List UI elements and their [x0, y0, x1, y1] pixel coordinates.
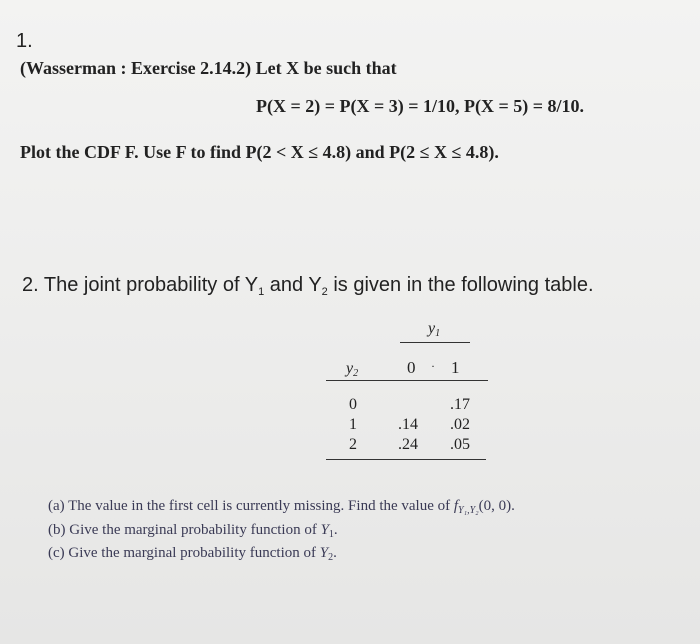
question-1-intro: [20, 58, 397, 79]
question-1-number: 1.: [16, 30, 33, 52]
table-header-y2: y2: [346, 360, 359, 379]
table-row-label-1: 1: [349, 416, 357, 433]
table-row-label-0: 0: [349, 396, 357, 413]
subquestion-b: (b) Give the marginal probability function of $Y_1$.: [48, 522, 338, 540]
table-header-y1: y1: [428, 320, 441, 339]
table-bottom-rule: [326, 459, 486, 460]
table-row-label-2: 2: [349, 436, 357, 453]
table-header-rule: [400, 342, 470, 343]
question-1-lead: Let X be such that: [255, 58, 397, 78]
table-cell-1-0: .14: [398, 416, 418, 433]
table-col-header-0: 0: [407, 358, 416, 377]
table-cell-2-1: .05: [450, 436, 470, 453]
table-cell-2-0: .24: [398, 436, 418, 453]
table-cell-0-1: .17: [450, 396, 470, 413]
table-col-separator-dot: ·: [431, 359, 435, 373]
table-col-header-1: 1: [451, 358, 460, 377]
subquestion-c: (c) Give the marginal probability function of $Y_2$.: [48, 545, 337, 563]
question-1-task: Plot the CDF F. Use F to find P(2 < X ≤ 4.8) and P(2 ≤ X ≤ 4.8).: [20, 142, 499, 162]
table-top-rule: [326, 380, 488, 381]
table-cell-1-1: .02: [450, 416, 470, 433]
question-1-formula: P(X = 2) = P(X = 3) = 1/10, P(X = 5) = 8/10.: [256, 96, 584, 116]
question-1-source: (Wasserman : Exercise 2.14.2): [20, 58, 252, 78]
question-2-statement: 2. The joint probability of $Y_1$ and $Y_2$ is given in the following table.: [22, 274, 594, 298]
subquestion-a: (a) The value in the first cell is currently missing. Find the value of $f_{Y_1,Y_2}(0$, 0).: [48, 498, 515, 516]
